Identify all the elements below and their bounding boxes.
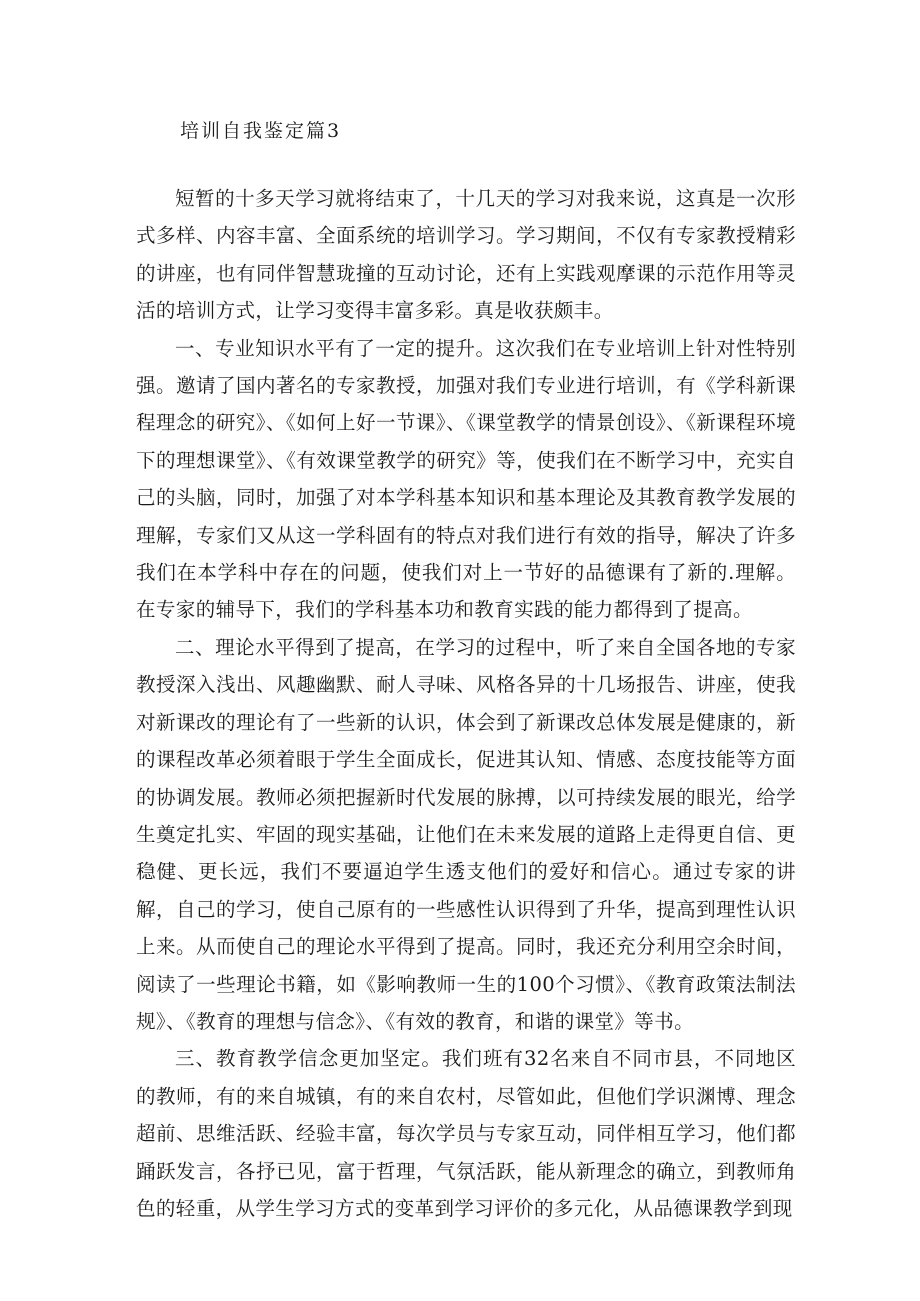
paragraph-intro: 短暂的十多天学习就将结束了，十几天的学习对我来说，这真是一次形式多样、内容丰富、全面系统的培训学习。学习期间，不仅有专家教授精彩的讲座，也有同伴智慧珑撞的互动讨论，还有上实践观摩课的示范作用等灵活的培训方式，让学习变得丰富多彩。真是收获颇丰。 — [136, 187, 796, 323]
document-title: 培训自我鉴定篇3 — [180, 120, 342, 142]
paragraph-section-1: 一、专业知识水平有了一定的提升。这次我们在专业培训上针对性特别强。邀请了国内著名的专家教授，加强对我们专业进行培训，有《学科新课程理念的研究》、《如何上好一节课》、《课堂教学的情景创设》、《新课程环境下的理想课堂》、《有效课堂教学的研究》等，使我们在不断学习中，充实自己的头脑，同时，加强了对本学科基本知识和基本理论及其教育教学发展的理解，专家们又从这一学科固有的特点对我们进行有效的指导，解决了许多我们在本学科中存在的问题，使我们对上一节好的品德课有了新的.理解。在专家的辅导下，我们的学科基本功和教育实践的能力都得到了提高。 — [136, 336, 796, 622]
paragraph-section-3: 三、教育教学信念更加坚定。我们班有32名来自不同市县，不同地区的教师，有的来自城镇，有的来自农村，尽管如此，但他们学识渊博、理念超前、思维活跃、经验丰富，每次学员与专家互动，同伴相互学习，他们都踊跃发言，各抒已见，富于哲理，气氛活跃，能从新理念的确立，到教师角色的轻重，从学生学习方式的变革到学习评价的多元化，从品德课教学到现 — [136, 1047, 796, 1220]
paragraph-section-2: 二、理论水平得到了提高，在学习的过程中，听了来自全国各地的专家教授深入浅出、风趣幽默、耐人寻味、风格各异的十几场报告、讲座，使我对新课改的理论有了一些新的认识，体会到了新课改总体发展是健康的，新的课程改革必须着眼于学生全面成长，促进其认知、情感、态度技能等方面的协调发展。教师必须把握新时代发展的脉搏，以可持续发展的眼光，给学生奠定扎实、牢固的现实基础，让他们在未来发展的道路上走得更自信、更稳健、更长远，我们不要逼迫学生透支他们的爱好和信心。通过专家的讲解，自己的学习，使自己原有的一些感性认识得到了升华，提高到理性认识上来。从而使自己的理论水平得到了提高。同时，我还充分利用空余时间，阅读了一些理论书籍，如《影响教师一生的100个习惯》、《教育政策法制法规》、《教育的理想与信念》、《有效的教育，和谐的课堂》等书。 — [136, 635, 796, 1033]
document-body — [136, 180, 796, 1227]
